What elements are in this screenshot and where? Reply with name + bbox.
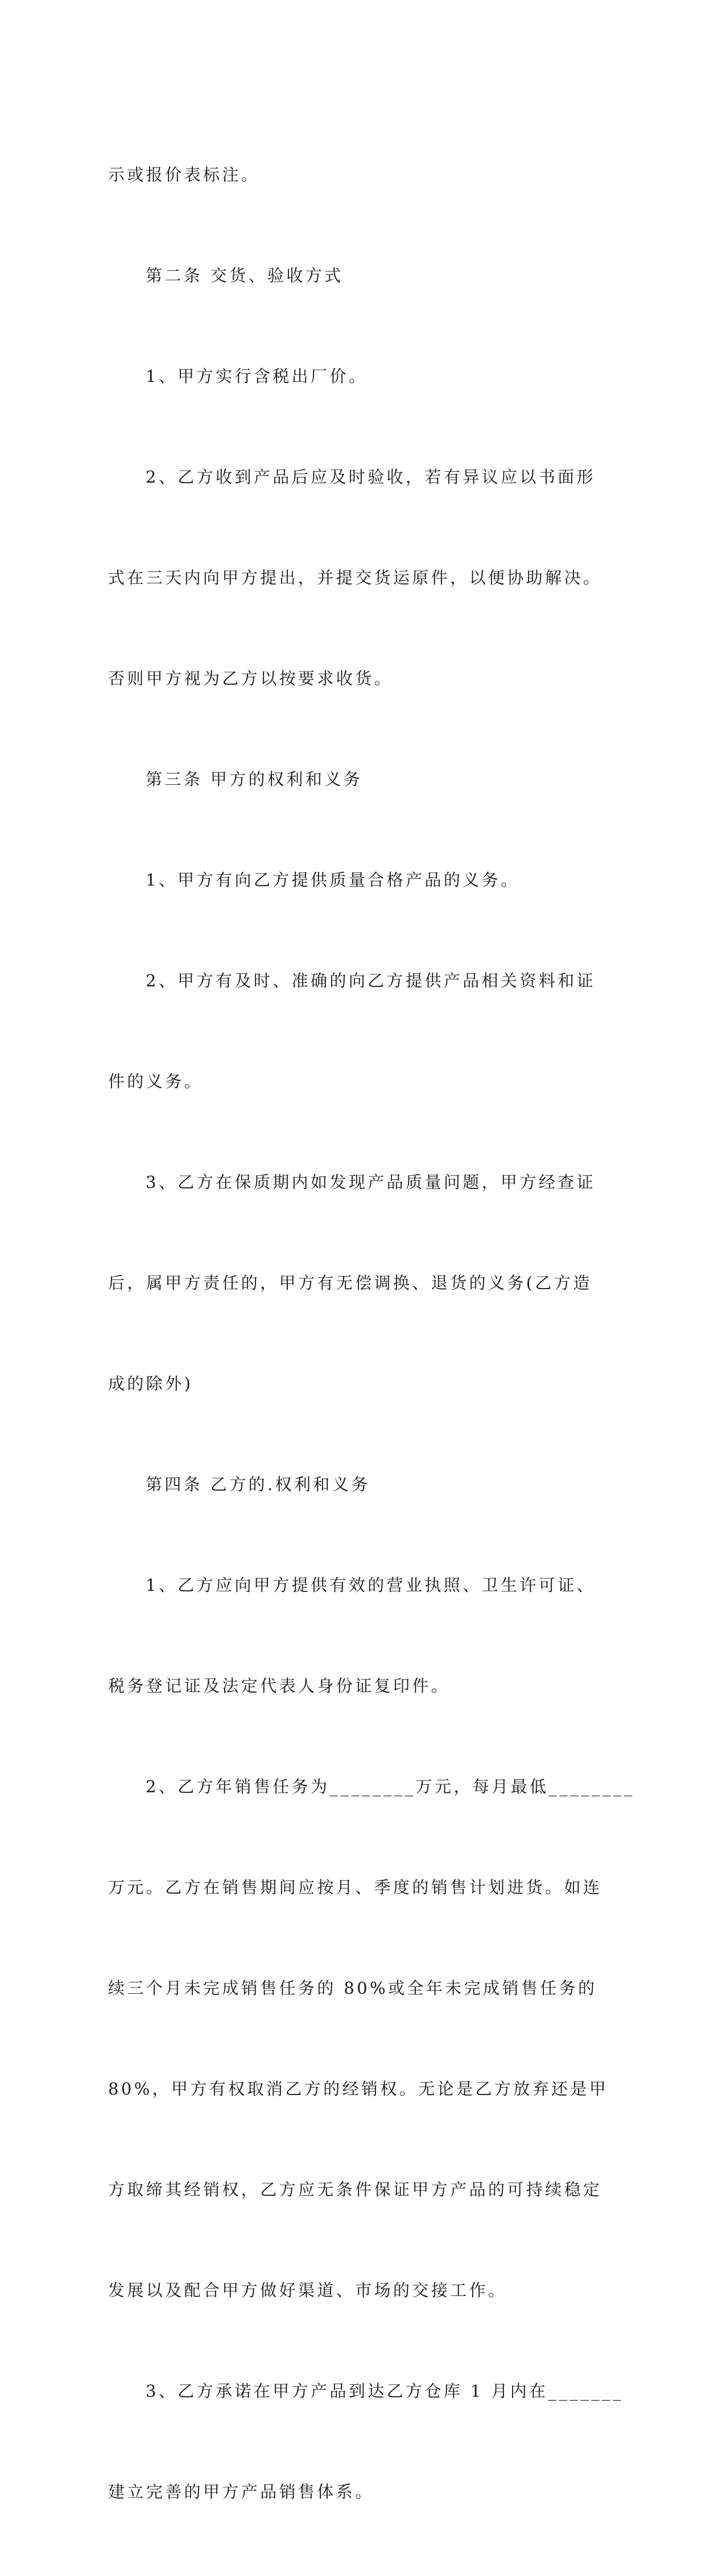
clause-4-2-line-6: 发展以及配合甲方做好渠道、市场的交接工作。 [108,2281,507,2300]
clause-3-3-line-2: 后，属甲方责任的，甲方有无偿调换、退货的义务(乙方造 [108,1273,592,1293]
clause-2-2-line-3: 否则甲方视为乙方以按要求收货。 [108,669,394,688]
section-heading-3: 第三条 甲方的权利和义务 [146,769,363,789]
clause-4-2-line-5: 方取缔其经销权，乙方应无条件保证甲方产品的可持续稳定 [108,2180,602,2199]
clause-2-2-line-1: 2、乙方收到产品后应及时验收，若有异议应以书面形 [146,467,596,487]
clause-3-2-line-2: 件的义务。 [108,1072,204,1091]
clause-4-1-line-2: 税务登记证及法定代表人身份证复印件。 [108,1676,451,1696]
clause-2-1: 1、甲方实行含税出厂价。 [146,367,368,386]
section-heading-4: 第四条 乙方的.权利和义务 [146,1475,370,1494]
clause-4-2-line-4: 80%，甲方有权取消乙方的经销权。无论是乙方放弃还是甲 [108,2079,609,2098]
clause-4-2-line-2: 万元。乙方在销售期间应按月、季度的销售计划进货。如连 [108,1878,602,1897]
clause-3-3-line-3: 成的除外) [108,1374,193,1393]
clause-4-1-line-1: 1、乙方应向甲方提供有效的营业执照、卫生许可证、 [146,1575,596,1595]
clause-3-2-line-1: 2、甲方有及时、准确的向乙方提供产品相关资料和证 [146,971,596,990]
text-line: 示或报价表标注。 [108,165,261,184]
clause-4-2-line-1: 2、乙方年销售任务为________万元，每月最低________ [146,1777,635,1796]
clause-3-3-line-1: 3、乙方在保质期内如发现产品质量问题，甲方经查证 [146,1172,596,1192]
clause-3-1: 1、甲方有向乙方提供质量合格产品的义务。 [146,870,520,890]
clause-4-3-line-2: 建立完善的甲方产品销售体系。 [108,2482,374,2501]
document-body [108,91,635,2576]
clause-4-2-line-3: 续三个月未完成销售任务的 80%或全年未完成销售任务的 [108,1978,597,1998]
clause-2-2-line-2: 式在三天内向甲方提出，并提交货运原件，以便协助解决。 [108,568,602,587]
section-heading-2: 第二条 交货、验收方式 [146,266,344,285]
clause-4-3-line-1: 3、乙方承诺在甲方产品到达乙方仓库 1 月内在_______ [146,2381,624,2401]
